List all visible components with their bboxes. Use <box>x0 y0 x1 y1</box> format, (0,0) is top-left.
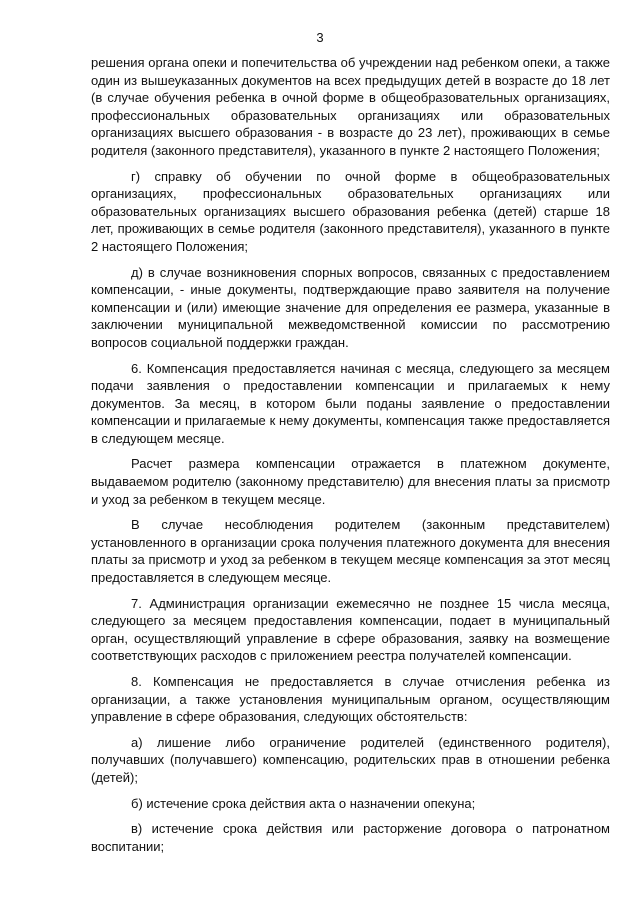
paragraph-item-g: г) справку об обучении по очной форме в общеобразовательных организациях, профессиональных образовательных организациях или образовательных организациях высшего образования ребенка (детей) старше 18 лет, проживающих в семье родителя (законного представителя), указанного в пункте 2 настоящего Положения; <box>91 168 610 254</box>
paragraph-continuation: решения органа опеки и попечительства об учреждении над ребенком опеки, а также один из вышеуказанных документов на всех предыдущих детей в возрасте до 18 лет (в случае обучения ребенка в очной форме в общеобразовательных организациях, профессиональных образовательных организациях или образовательных организациях высшего образования - в возрасте до 23 лет), проживающих в семье родителя (законного представителя), указанного в пункте 2 настоящего Положения; <box>91 55 610 158</box>
paragraph-section-6: 6. Компенсация предоставляется начиная с месяца, следующего за месяцем подачи заявления о предоставлении компенсации и прилагаемых к нему документов. За месяц, в котором были поданы заявление о предоставлении компенсации и прилагаемые к нему документы, компенсация также предоставляется в следующем месяце. <box>91 360 610 446</box>
page-number: 3 <box>316 30 324 45</box>
paragraph-item-a: а) лишение либо ограничение родителей (единственного родителя), получавших (получавшего) компенсацию, родительских прав в отношении ребенка (детей); <box>91 734 610 785</box>
paragraph-item-v: в) истечение срока действия или расторжение договора о патронатном воспитании; <box>91 821 610 854</box>
paragraph-compensation-calculation: Расчет размера компенсации отражается в платежном документе, выдаваемом родителю (законному представителю) для внесения платы за присмотр и уход за ребенком в текущем месяце. <box>91 456 610 507</box>
document-body <box>91 54 610 863</box>
paragraph-section-8: 8. Компенсация не предоставляется в случае отчисления ребенка из организации, а также установления муниципальным органом, осуществляющим управление в сфере образования, следующих обстоятельств: <box>91 674 610 725</box>
paragraph-section-7: 7. Администрация организации ежемесячно не позднее 15 числа месяца, следующего за месяцем предоставления компенсации, подает в муниципальный орган, осуществляющий управление в сфере образования, заявку на возмещение соответствующих расходов с приложением реестра получателей компенсации. <box>91 595 610 664</box>
paragraph-item-d: д) в случае возникновения спорных вопросов, связанных с предоставлением компенсации, - иные документы, подтверждающие право заявителя на получение компенсации и (или) имеющие значение для определения ее размера, указанные в заключении муниципальной межведомственной комиссии по рассмотрению вопросов социальной поддержки граждан. <box>91 264 610 350</box>
paragraph-noncompliance: В случае несоблюдения родителем (законным представителем) установленного в организации срока получения платежного документа для внесения платы за присмотр и уход за ребенком в текущем месяце компенсация за этот месяц предоставляется в следующем месяце. <box>91 517 610 586</box>
paragraph-item-b: б) истечение срока действия акта о назначении опекуна; <box>131 795 476 811</box>
